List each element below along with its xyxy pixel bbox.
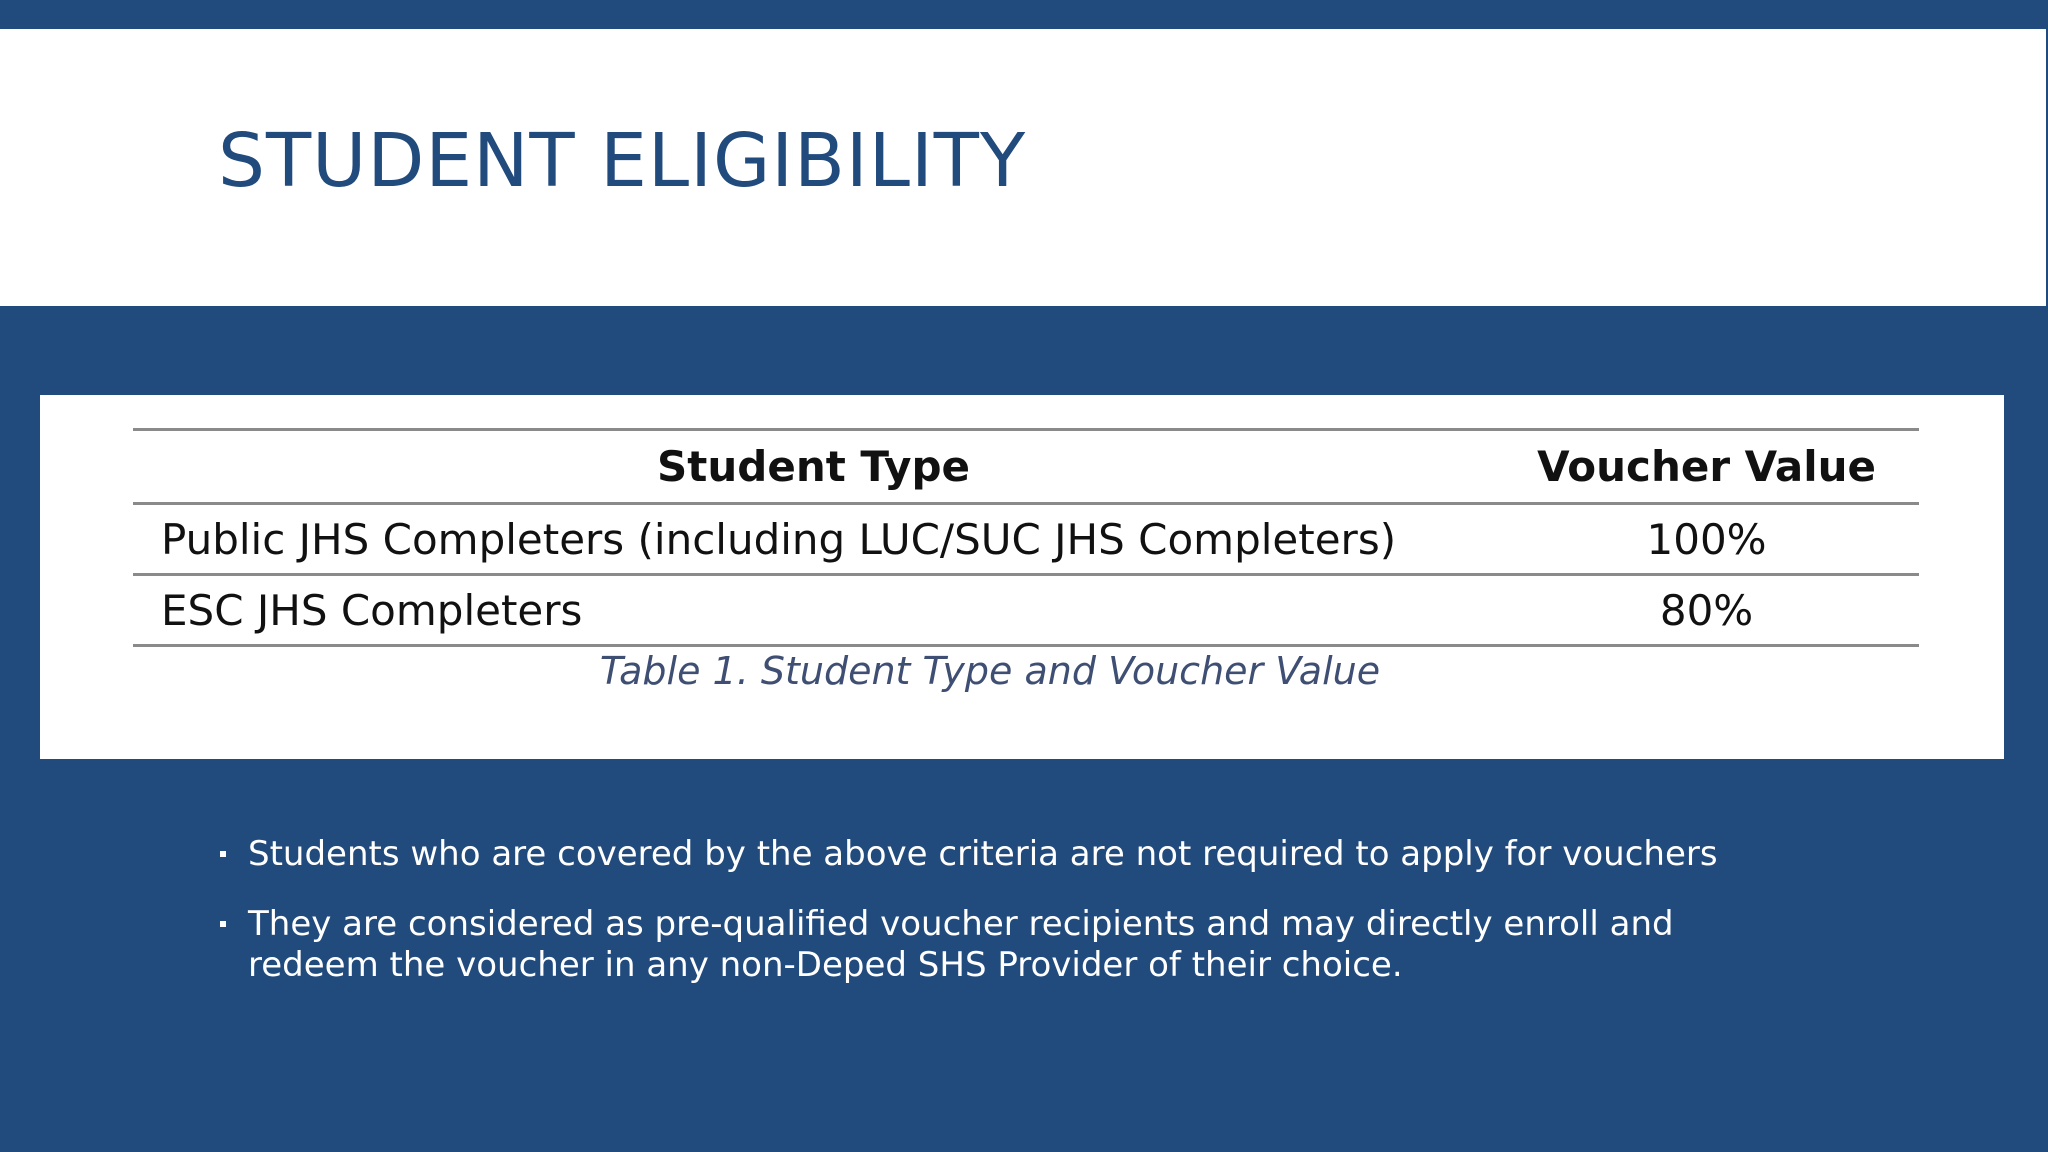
voucher-value-cell: 100% [1494,504,1919,575]
table-row [133,575,1919,646]
voucher-value-cell: 80% [1494,575,1919,646]
voucher-table [133,428,1919,647]
student-type-cell: ESC JHS Completers [133,575,1494,646]
header-voucher-value: Voucher Value [1494,430,1919,504]
bullet-item [218,904,1778,986]
bullet-marker-icon [220,921,226,927]
bullet-text: They are considered as pre-qualified voucher recipients and may directly enroll and redeem the voucher in any non-Deped SHS Provider of their choice. [248,904,1674,985]
table-panel [40,395,2004,759]
table-caption: Table 1. Student Type and Voucher Value [599,649,1381,693]
bullet-list [218,834,1778,1015]
student-type-cell: Public JHS Completers (including LUC/SUC JHS Completers) [133,504,1494,575]
table-header-row [133,430,1919,504]
bullet-marker-icon [220,851,226,857]
bullet-item [218,834,1778,875]
header-student-type: Student Type [133,430,1494,504]
bullet-text: Students who are covered by the above criteria are not required to apply for vouchers [248,834,1718,874]
table-row [133,504,1919,575]
slide-title: STUDENT ELIGIBILITY [218,118,1027,204]
